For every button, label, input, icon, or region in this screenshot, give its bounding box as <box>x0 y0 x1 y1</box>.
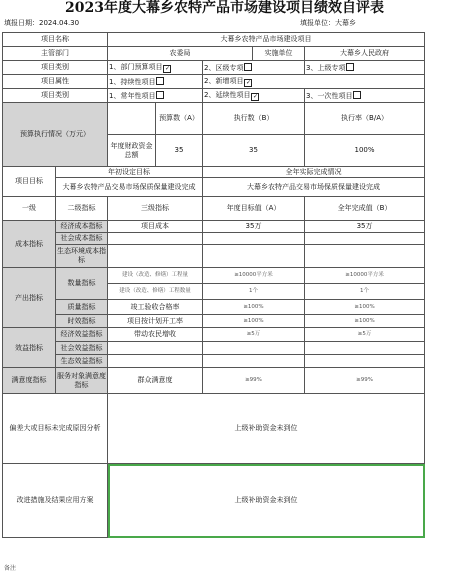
done-cell[interactable] <box>305 355 425 368</box>
label-kind: 项目类别 <box>3 89 108 103</box>
target-cell[interactable]: ≥5万 <box>203 328 305 342</box>
done-cell[interactable] <box>305 233 425 245</box>
checkbox-checked-icon[interactable] <box>244 79 252 87</box>
budget-value-a[interactable]: 35 <box>156 135 203 167</box>
checkbox-icon[interactable] <box>244 63 252 71</box>
project-name-value[interactable]: 大幕乡农特产品市场建设项目 <box>108 33 425 47</box>
target-cell[interactable] <box>203 355 305 368</box>
target-cell[interactable]: ≥100% <box>203 300 305 315</box>
target-cell[interactable] <box>203 245 305 268</box>
budget-header-rate: 执行率（B/A） <box>305 103 425 135</box>
type-option-3[interactable]: 3、上级专项 <box>305 61 425 75</box>
done-cell[interactable]: ≥5万 <box>305 328 425 342</box>
level2-cell: 经济效益指标 <box>56 328 108 342</box>
header-level1: 一级 <box>3 197 56 221</box>
row-indicator-headers <box>3 197 425 221</box>
attr-option-1[interactable]: 1、持续性项目 <box>108 75 203 89</box>
table-row <box>3 315 425 328</box>
level2-cell: 社会成本指标 <box>56 233 108 245</box>
evaluation-table <box>2 32 425 538</box>
row-goal-values <box>3 178 425 197</box>
fill-unit: 填报单位：大幕乡 <box>300 19 356 27</box>
header-level2: 二级指标 <box>56 197 108 221</box>
checkbox-icon[interactable] <box>156 77 164 85</box>
checkbox-icon[interactable] <box>156 91 164 99</box>
budget-value-b[interactable]: 35 <box>203 135 305 167</box>
target-cell[interactable] <box>203 233 305 245</box>
checkbox-checked-icon[interactable] <box>251 93 259 101</box>
attr-option-2[interactable]: 2、新增项目✓ <box>203 75 425 89</box>
level3-cell[interactable]: 带动农民增收 <box>108 328 203 342</box>
done-cell[interactable] <box>305 342 425 355</box>
table-row <box>3 245 425 268</box>
label-failure: 偏差大或目标未完成原因分析 <box>3 394 108 464</box>
done-cell[interactable]: 35万 <box>305 221 425 233</box>
row-budget-headers <box>3 103 425 135</box>
footer-fragment: 备注 <box>4 565 17 572</box>
target-cell[interactable]: ≥99% <box>203 368 305 394</box>
table-row <box>3 300 425 315</box>
target-cell[interactable]: ≥100% <box>203 315 305 328</box>
goal-value-initial[interactable]: 大幕乡农特产品交易市场保质保量建设完成 <box>56 178 203 197</box>
level2-cell: 数量指标 <box>56 268 108 300</box>
row-kind <box>3 89 425 103</box>
done-cell[interactable]: 1个 <box>305 284 425 300</box>
done-cell[interactable]: ≥99% <box>305 368 425 394</box>
table-row <box>3 268 425 284</box>
kind-option-2[interactable]: 2、延续性项目✓ <box>203 89 305 103</box>
type-option-2[interactable]: 2、区级专项 <box>203 61 305 75</box>
budget-value-rate[interactable]: 100% <box>305 135 425 167</box>
type-option-1[interactable]: 1、部门预算项目✓ <box>108 61 203 75</box>
checkbox-icon[interactable] <box>353 91 361 99</box>
level2-cell: 社会效益指标 <box>56 342 108 355</box>
level2-cell: 经济成本指标 <box>56 221 108 233</box>
target-cell[interactable] <box>203 342 305 355</box>
row-dept <box>3 47 425 61</box>
label-budget: 预算执行情况（万元） <box>3 103 108 167</box>
level3-cell[interactable]: 竣工验收合格率 <box>108 300 203 315</box>
done-cell[interactable] <box>305 245 425 268</box>
kind-option-1[interactable]: 1、常年性项目 <box>108 89 203 103</box>
level3-cell[interactable] <box>108 245 203 268</box>
level2-cell: 质量指标 <box>56 300 108 315</box>
level3-cell[interactable] <box>108 233 203 245</box>
table-row <box>3 328 425 342</box>
label-dept: 主管部门 <box>3 47 108 61</box>
level3-cell[interactable]: 建设（改造、修缮）工程数量 <box>108 284 203 300</box>
header-year-done: 全年完成值（B） <box>305 197 425 221</box>
checkbox-checked-icon[interactable] <box>163 65 171 73</box>
header-year-target: 年度目标值（A） <box>203 197 305 221</box>
label-type: 项目类别 <box>3 61 108 75</box>
impl-value[interactable]: 大幕乡人民政府 <box>305 47 425 61</box>
level2-cell: 生态环境成本指标 <box>56 245 108 268</box>
table-row <box>3 368 425 394</box>
table-row <box>3 342 425 355</box>
header-level3: 三级指标 <box>108 197 203 221</box>
target-cell[interactable]: 35万 <box>203 221 305 233</box>
label-project-name: 项目名称 <box>3 33 108 47</box>
fill-date: 填报日期：2024.04.30 <box>4 19 80 27</box>
level3-cell[interactable] <box>108 342 203 355</box>
row-failure <box>3 394 425 464</box>
level2-cell: 时效指标 <box>56 315 108 328</box>
level1-benefit: 效益指标 <box>3 328 56 368</box>
table-row <box>3 355 425 368</box>
row-project-name <box>3 33 425 47</box>
done-cell[interactable]: ≥100% <box>305 315 425 328</box>
budget-header-a: 预算数（A） <box>156 103 203 135</box>
failure-value[interactable]: 上级补助资金未到位 <box>108 394 425 464</box>
done-cell[interactable]: ≥10000平方米 <box>305 268 425 284</box>
improve-value[interactable]: 上级补助资金未到位 <box>108 464 425 538</box>
table-row <box>3 233 425 245</box>
label-impl: 实施单位 <box>253 47 305 61</box>
page-title: 2023年度大幕乡农特产品市场建设项目绩效自评表 <box>65 0 384 16</box>
label-goal: 项目目标 <box>3 167 56 197</box>
level3-cell[interactable] <box>108 355 203 368</box>
level3-cell[interactable]: 项目按计划开工率 <box>108 315 203 328</box>
checkbox-icon[interactable] <box>346 63 354 71</box>
done-cell[interactable]: ≥100% <box>305 300 425 315</box>
goal-header-actual: 全年实际完成情况 <box>203 167 425 178</box>
row-attr <box>3 75 425 89</box>
row-improve <box>3 464 425 538</box>
level3-cell[interactable]: 项目成本 <box>108 221 203 233</box>
goal-header-initial: 年初设定目标 <box>56 167 203 178</box>
budget-blank <box>108 103 156 135</box>
target-cell[interactable]: ≥10000平方米 <box>203 268 305 284</box>
level1-cost: 成本指标 <box>3 221 56 268</box>
level3-cell[interactable]: 建设（改造、修缮）工程量 <box>108 268 203 284</box>
label-improve: 改进措施及结果应用方案 <box>3 464 108 538</box>
table-row <box>3 221 425 233</box>
level1-output: 产出指标 <box>3 268 56 328</box>
row-type <box>3 61 425 75</box>
label-attr: 项目属性 <box>3 75 108 89</box>
level1-satisfaction: 满意度指标 <box>3 368 56 394</box>
budget-header-b: 执行数（B） <box>203 103 305 135</box>
level2-cell: 生态效益指标 <box>56 355 108 368</box>
dept-value[interactable]: 农委局 <box>108 47 253 61</box>
kind-option-3[interactable]: 3、一次性项目 <box>305 89 425 103</box>
target-cell[interactable]: 1个 <box>203 284 305 300</box>
budget-row-label: 年度财政资金总额 <box>108 135 156 167</box>
row-goal-headers <box>3 167 425 178</box>
level2-cell: 服务对象满意度指标 <box>56 368 108 394</box>
goal-value-actual[interactable]: 大幕乡农特产品交易市场保质保量建设完成 <box>203 178 425 197</box>
level3-cell[interactable]: 群众满意度 <box>108 368 203 394</box>
